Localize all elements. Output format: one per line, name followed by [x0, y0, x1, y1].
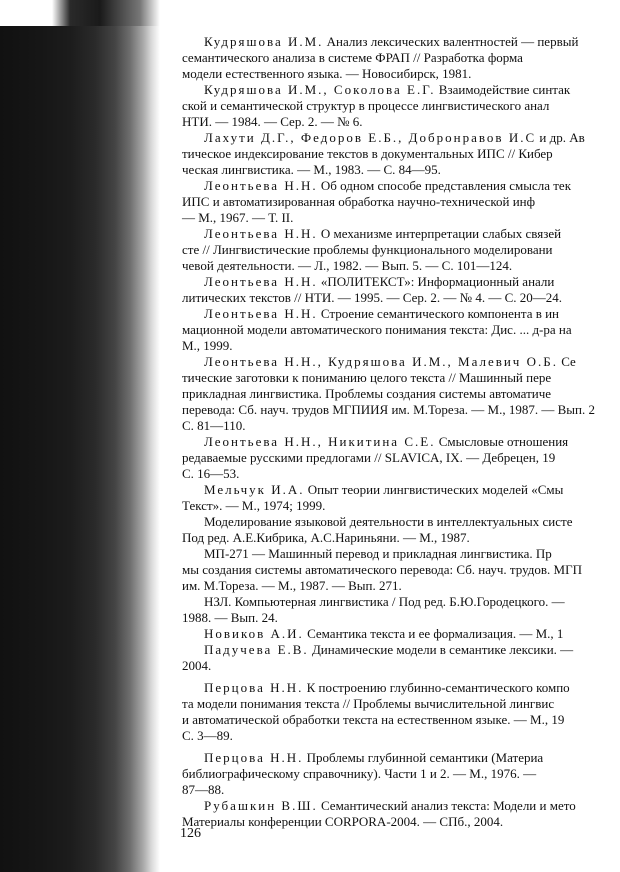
- bib-text: литических текстов // НТИ. — 1995. — Сер. 2. — № 4. — С. 20—24.: [182, 290, 562, 305]
- bib-text: НЗЛ. Компьютерная лингвистика / Под ред. Б.Ю.Городецкого. —: [204, 594, 565, 609]
- bib-text: перевода: Сб. науч. трудов МГПИИЯ им. М.Тореза. — М., 1987. — Вып. 2: [182, 402, 595, 417]
- scan-spine-shadow: [0, 0, 160, 872]
- bib-text: и автоматической обработки текста на естественном языке. — М., 19: [182, 712, 565, 727]
- bib-text: Моделирование языковой деятельности в интеллектуальных систе: [204, 514, 573, 529]
- bib-text: редаваемые русскими предлогами // SLAVICA, IX. — Дебрецен, 19: [182, 450, 556, 465]
- bib-entry: [182, 680, 620, 744]
- bib-author: Лахути Д.Г., Федоров Е.Б., Добронравов И.С: [204, 130, 537, 145]
- bib-text: та модели понимания текста // Проблемы вычислительной лингвис: [182, 696, 555, 711]
- bib-entry: [182, 306, 620, 354]
- bib-text: Семантический анализ текста: Модели и мето: [317, 798, 576, 813]
- bib-author: Леонтьева Н.Н., Кудряшова И.М., Малевич О.Б.: [204, 354, 558, 369]
- bibliography-list: [182, 34, 620, 830]
- bib-text: С. 3—89.: [182, 728, 233, 743]
- bib-author: Перцова Н.Н.: [204, 680, 304, 695]
- bib-author: Леонтьева Н.Н.: [204, 226, 318, 241]
- bib-author: Леонтьева Н.Н., Никитина С.Е.: [204, 434, 436, 449]
- bib-text: М., 1999.: [182, 338, 233, 353]
- bib-text: Под ред. А.Е.Кибрика, А.С.Нариньяни. — М., 1987.: [182, 530, 470, 545]
- bib-text: прикладная лингвистика. Проблемы создания системы автоматиче: [182, 386, 552, 401]
- bib-text: чевой деятельности. — Л., 1982. — Вып. 5. — С. 101—124.: [182, 258, 513, 273]
- bib-text: 1988. — Вып. 24.: [182, 610, 278, 625]
- bib-text: Материалы конференции CORPORA-2004. — СПб., 2004.: [182, 814, 504, 829]
- bib-entry: [182, 798, 620, 830]
- bib-text: «ПОЛИТЕКСТ»: Информационный анали: [317, 274, 555, 289]
- bib-entry: [182, 82, 620, 130]
- bib-text: МП-271 — Машинный перевод и прикладная лингвистика. Пр: [204, 546, 552, 561]
- bib-author: Новиков А.И.: [204, 626, 304, 641]
- bib-text: Текст». — М., 1974; 1999.: [182, 498, 326, 513]
- bib-text: семантического анализа в системе ФРАП // Разработка форма: [182, 50, 523, 65]
- scan-spine-top: [0, 0, 160, 26]
- bib-entry: [182, 750, 620, 798]
- bib-entry: [182, 514, 620, 546]
- bib-text: Взаимодействие синтак: [435, 82, 571, 97]
- bib-text: Проблемы глубинной семантики (Материа: [303, 750, 544, 765]
- bib-text: Смысловые отношения: [435, 434, 569, 449]
- bib-text: и др. Ав: [536, 130, 585, 145]
- bib-text: ческая лингвистика. — М., 1983. — С. 84—95.: [182, 162, 441, 177]
- bib-author: Кудряшова И.М., Соколова Е.Г.: [204, 82, 436, 97]
- bib-text: К построению глубинно-семантического компо: [303, 680, 570, 695]
- bib-entry: [182, 354, 620, 434]
- bib-text: О механизме интерпретации слабых связей: [317, 226, 562, 241]
- bib-author: Леонтьева Н.Н.: [204, 178, 318, 193]
- bib-entry: [182, 178, 620, 226]
- bib-author: Падучева Е.В.: [204, 642, 309, 657]
- bib-text: сте // Лингвистические проблемы функционального моделировани: [182, 242, 553, 257]
- bib-entry: [182, 434, 620, 482]
- bib-text: Об одном способе представления смысла тек: [317, 178, 572, 193]
- bib-author: Леонтьева Н.Н.: [204, 306, 318, 321]
- bib-author: Кудряшова И.М.: [204, 34, 324, 49]
- bib-text: Анализ лексических валентностей — первый: [323, 34, 579, 49]
- bib-text: 2004.: [182, 658, 212, 673]
- bib-entry: [182, 642, 620, 674]
- bib-text: — М., 1967. — Т. II.: [182, 210, 294, 225]
- bib-text: С. 81—110.: [182, 418, 246, 433]
- bib-text: С. 16—53.: [182, 466, 240, 481]
- bib-text: ИПС и автоматизированная обработка научно-технической инф: [182, 194, 536, 209]
- bib-author: Перцова Н.Н.: [204, 750, 304, 765]
- bib-text: тические заготовки к пониманию целого текста // Машинный пере: [182, 370, 552, 385]
- bib-text: библиографическому справочнику). Части 1 и 2. — М., 1976. —: [182, 766, 537, 781]
- page-number: 126: [180, 826, 201, 841]
- bib-text: мационной модели автоматического понимания текста: Дис. ... д-ра на: [182, 322, 572, 337]
- bib-text: ской и семантической структур в процессе лингвистического анал: [182, 98, 550, 113]
- bib-text: 87—88.: [182, 782, 225, 797]
- bib-entry: [182, 274, 620, 306]
- bib-author: Мельчук И.А.: [204, 482, 305, 497]
- bib-text: Динамические модели в семантике лексики. —: [308, 642, 574, 657]
- bib-entry: [182, 482, 620, 514]
- bib-author: Леонтьева Н.Н.: [204, 274, 318, 289]
- bib-author: Рубашкин В.Ш.: [204, 798, 318, 813]
- bib-text: Строение семантического компонента в ин: [317, 306, 560, 321]
- bib-entry: [182, 594, 620, 626]
- bib-entry: [182, 130, 620, 178]
- bib-text: модели естественного языка. — Новосибирск, 1981.: [182, 66, 472, 81]
- bib-text: Семантика текста и ее формализация. — М., 1: [303, 626, 564, 641]
- bib-text: им. М.Тореза. — М., 1987. — Вып. 271.: [182, 578, 402, 593]
- bib-text: НТИ. — 1984. — Сер. 2. — № 6.: [182, 114, 363, 129]
- bib-entry: [182, 34, 620, 82]
- bib-text: тическое индексирование текстов в документальных ИПС // Кибер: [182, 146, 553, 161]
- bib-text: Опыт теории лингвистических моделей «Смы: [304, 482, 564, 497]
- bib-entry: [182, 226, 620, 274]
- bib-entry: [182, 546, 620, 594]
- bib-entry: [182, 626, 620, 642]
- bib-text: Се: [557, 354, 576, 369]
- bib-text: мы создания системы автоматического перевода: Сб. науч. трудов. МГП: [182, 562, 582, 577]
